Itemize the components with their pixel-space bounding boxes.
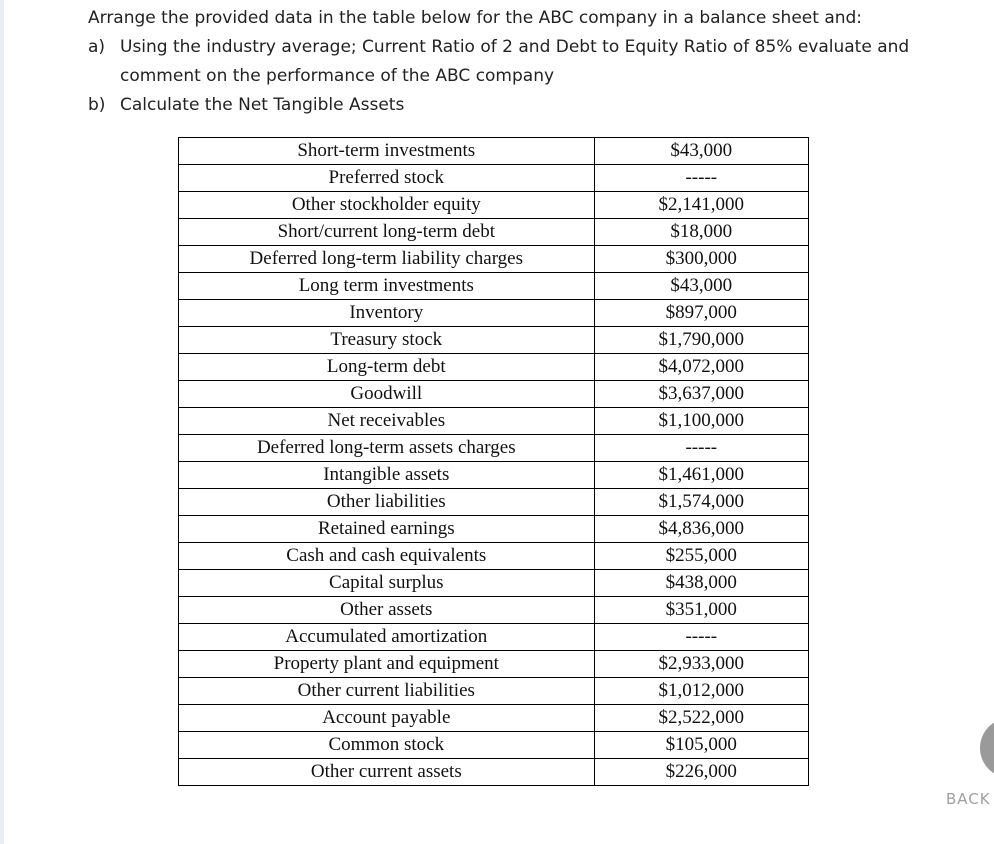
row-value: $3,637,000	[594, 381, 808, 408]
table-row	[179, 651, 809, 678]
row-label: Short/current long-term debt	[179, 219, 595, 246]
row-label: Capital surplus	[179, 570, 595, 597]
table-row	[179, 759, 809, 786]
financial-data-table	[178, 137, 809, 786]
row-label: Inventory	[179, 300, 595, 327]
question-part-b	[88, 91, 968, 120]
navigation-circle-button[interactable]	[980, 718, 994, 778]
row-value: -----	[594, 165, 808, 192]
row-label: Other current liabilities	[179, 678, 595, 705]
table-row	[179, 462, 809, 489]
row-label: Other current assets	[179, 759, 595, 786]
part-text: Using the industry average; Current Ratio of 2 and Debt to Equity Ratio of 85% evaluate and comment on the performance of the ABC company	[120, 37, 910, 86]
table-row	[179, 219, 809, 246]
row-value: $4,072,000	[594, 354, 808, 381]
row-value: -----	[594, 624, 808, 651]
row-value: $2,141,000	[594, 192, 808, 219]
table-body	[179, 138, 809, 786]
row-label: Accumulated amortization	[179, 624, 595, 651]
table-row	[179, 678, 809, 705]
table-row	[179, 381, 809, 408]
part-marker: a)	[88, 37, 106, 57]
row-value: $1,012,000	[594, 678, 808, 705]
row-value: $4,836,000	[594, 516, 808, 543]
part-text: Calculate the Net Tangible Assets	[120, 95, 405, 115]
row-label: Retained earnings	[179, 516, 595, 543]
table-row	[179, 597, 809, 624]
row-value: $18,000	[594, 219, 808, 246]
table-row	[179, 327, 809, 354]
part-marker: b)	[88, 95, 106, 115]
row-label: Other stockholder equity	[179, 192, 595, 219]
table-row	[179, 732, 809, 759]
row-label: Account payable	[179, 705, 595, 732]
table-row	[179, 165, 809, 192]
table-row	[179, 300, 809, 327]
row-label: Net receivables	[179, 408, 595, 435]
row-label: Short-term investments	[179, 138, 595, 165]
table-row	[179, 624, 809, 651]
table-row	[179, 354, 809, 381]
row-value: $255,000	[594, 543, 808, 570]
page-left-border	[0, 0, 4, 844]
question-text	[88, 4, 968, 120]
table-row	[179, 246, 809, 273]
row-value: $1,461,000	[594, 462, 808, 489]
row-value: -----	[594, 435, 808, 462]
table-row	[179, 273, 809, 300]
table-row	[179, 543, 809, 570]
table-row	[179, 705, 809, 732]
row-value: $300,000	[594, 246, 808, 273]
row-value: $1,790,000	[594, 327, 808, 354]
table-row	[179, 489, 809, 516]
row-value: $1,574,000	[594, 489, 808, 516]
row-value: $438,000	[594, 570, 808, 597]
row-label: Property plant and equipment	[179, 651, 595, 678]
row-label: Intangible assets	[179, 462, 595, 489]
row-label: Common stock	[179, 732, 595, 759]
table-row	[179, 516, 809, 543]
row-value: $351,000	[594, 597, 808, 624]
row-value: $2,522,000	[594, 705, 808, 732]
row-label: Other liabilities	[179, 489, 595, 516]
row-value: $105,000	[594, 732, 808, 759]
back-link[interactable]: BACK	[946, 790, 991, 808]
row-value: $226,000	[594, 759, 808, 786]
table-row	[179, 138, 809, 165]
row-label: Long term investments	[179, 273, 595, 300]
table-row	[179, 192, 809, 219]
row-value: $897,000	[594, 300, 808, 327]
table-row	[179, 435, 809, 462]
row-label: Cash and cash equivalents	[179, 543, 595, 570]
row-label: Preferred stock	[179, 165, 595, 192]
row-label: Deferred long-term assets charges	[179, 435, 595, 462]
row-value: $1,100,000	[594, 408, 808, 435]
row-value: $2,933,000	[594, 651, 808, 678]
row-value: $43,000	[594, 273, 808, 300]
question-part-a	[88, 33, 968, 91]
table-row	[179, 570, 809, 597]
row-label: Treasury stock	[179, 327, 595, 354]
row-label: Deferred long-term liability charges	[179, 246, 595, 273]
row-value: $43,000	[594, 138, 808, 165]
row-label: Other assets	[179, 597, 595, 624]
table-row	[179, 408, 809, 435]
row-label: Long-term debt	[179, 354, 595, 381]
question-intro: Arrange the provided data in the table below for the ABC company in a balance sheet and:	[88, 8, 863, 28]
row-label: Goodwill	[179, 381, 595, 408]
